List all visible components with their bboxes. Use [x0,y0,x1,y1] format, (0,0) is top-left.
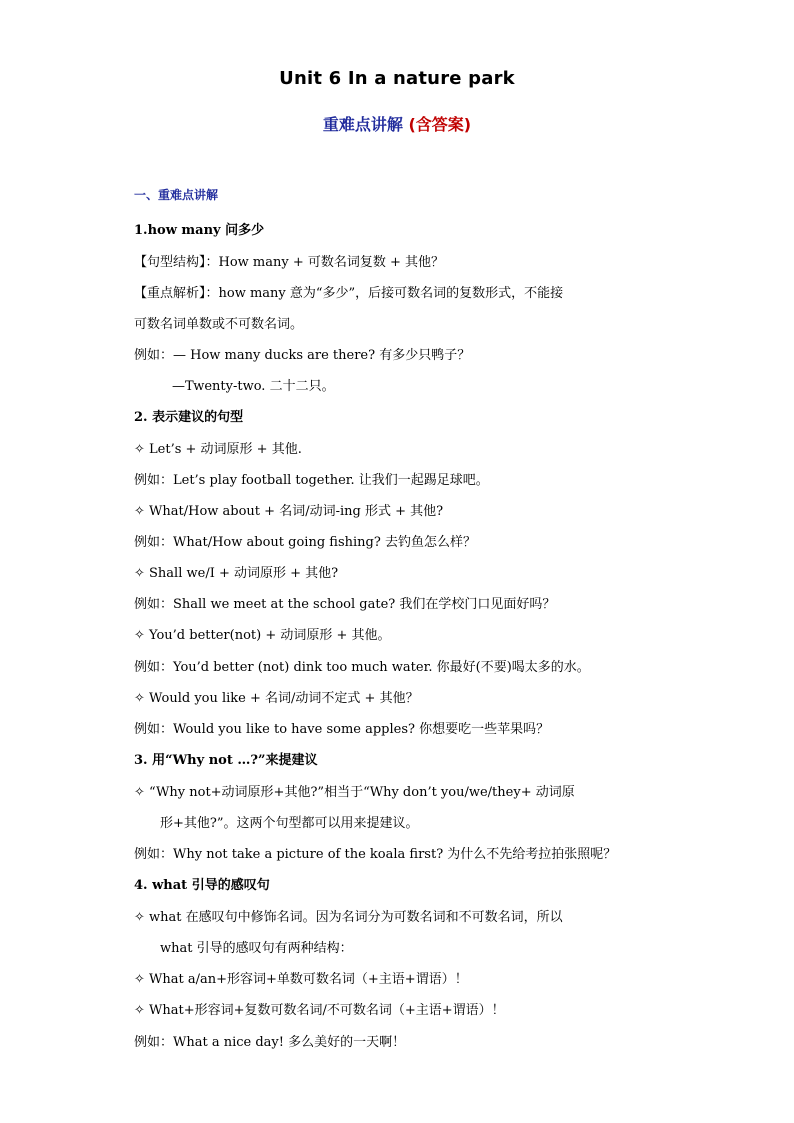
example-line: 例如：What/How about going fishing? 去钓鱼怎么样？ [134,535,476,550]
text-line: what 引导的感叹句有两种结构： [160,941,353,956]
bullet-line: ✧ Would you like + 名词/动词不定式 + 其他？ [134,691,419,706]
text-line: 【句型结构】：How many + 可数名词复数 + 其他？ [134,255,445,270]
example-line: 例如：Let’s play football together. 让我们一起踢足球吧。 [134,473,489,488]
text-line: 可数名词单数或不可数名词。 [134,317,304,332]
text-line: 【重点解析】：how many 意为“多少”，后接可数名词的复数形式，不能接 [134,286,564,301]
subtitle-answer-note: (含答案) [408,115,472,134]
example-line: 例如：Shall we meet at the school gate? 我们在学校门口见面好吗？ [134,597,556,612]
bullet-line: ✧ “Why not+动词原形+其他?”相当于“Why don’t you/we/they+ 动词原 [134,785,575,800]
bullet-line: ✧ What a/an+形容词+单数可数名词（+主语+谓语）！ [134,972,468,987]
point-heading-3: 3. 用“Why not …?”来提建议 [134,753,318,768]
point-heading-1: 1.how many 问多少 [134,223,265,238]
section-heading: 一、重难点讲解 [134,188,219,202]
bullet-line: ✧ Let’s + 动词原形 + 其他. [134,442,302,457]
example-line: 例如：Would you like to have some apples? 你想要吃一些苹果吗？ [134,722,550,737]
example-line: —Twenty-two. 二十二只。 [172,379,335,394]
document-title: Unit 6 In a nature park [279,68,515,89]
bullet-line: ✧ what 在感叹句中修饰名词。因为名词分为可数名词和不可数名词，所以 [134,910,563,925]
bullet-line: ✧ You’d better(not) + 动词原形 + 其他。 [134,628,391,643]
example-line: 例如：What a nice day! 多么美好的一天啊！ [134,1035,406,1050]
bullet-line: ✧ What+形容词+复数可数名词/不可数名词（+主语+谓语）！ [134,1003,505,1018]
point-heading-4: 4. what 引导的感叹句 [134,878,270,893]
bullet-line: ✧ What/How about + 名词/动词-ing 形式 + 其他? [134,504,444,519]
document-subtitle [0,112,794,135]
example-line: 例如：You’d better (not) dink too much water. 你最好(不要)喝太多的水。 [134,660,590,675]
example-line: 例如：Why not take a picture of the koala first? 为什么不先给考拉拍张照呢？ [134,847,617,862]
bullet-line: ✧ Shall we/I + 动词原形 + 其他? [134,566,339,581]
subtitle-main: 重难点讲解 [322,115,403,134]
text-line: 形+其他?”。这两个句型都可以用来提建议。 [160,816,419,831]
example-line: 例如：— How many ducks are there? 有多少只鸭子？ [134,348,471,363]
point-heading-2: 2. 表示建议的句型 [134,410,244,425]
